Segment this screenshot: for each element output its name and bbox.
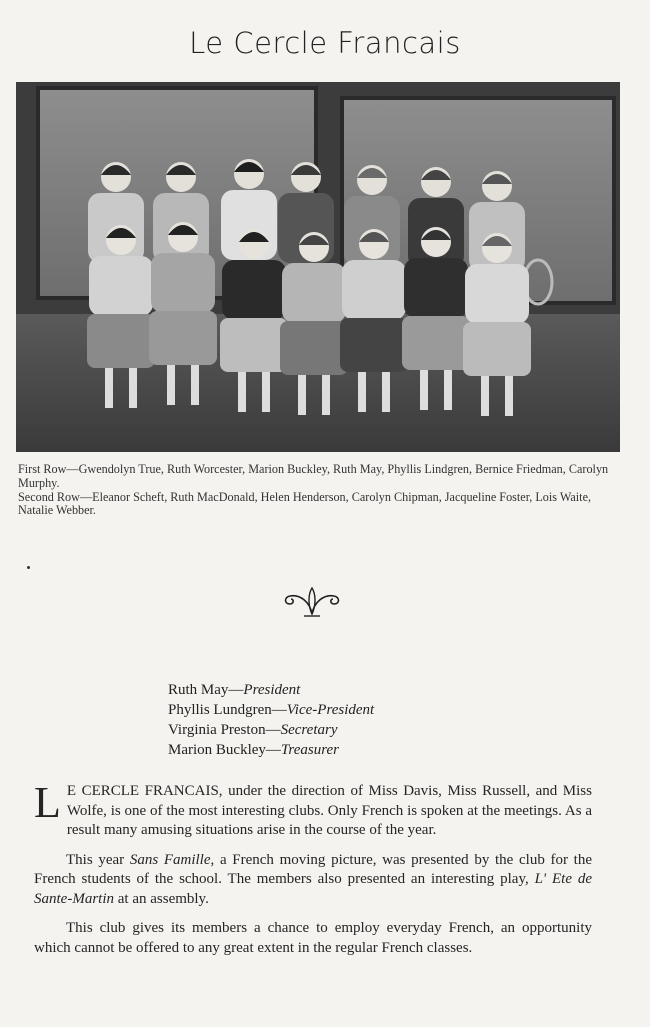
caption-second-row: Second Row—Eleanor Scheft, Ruth MacDonald, Helen Henderson, Carolyn Chipman, Jacqueline Foster, Lois Waite, Natalie Webber. [18,489,592,518]
group-photo [16,82,620,452]
group-photo-icon [16,82,620,452]
paragraph-1: L E CERCLE FRANCAIS, under the direction of Miss Davis, Miss Russell, and Miss Wolfe, is one of the most interesting clubs. Only French is spoken at the meetings. As a result many amusing situations arise in the course of the year. [34,778,592,838]
paragraph-2: This year Sans Famille, a French moving picture, was presented by the club for the French students of the school. The members also presented an interesting play, L' Ete de Sante-Martin at an assembly. [34,851,593,907]
officer-row: Ruth May—President [168,682,301,698]
page-title: Le Cercle Francais [189,26,461,60]
officers-list [168,680,374,760]
officer-row: Virginia Preston—Secretary [168,722,338,738]
photo-caption [18,463,618,518]
caption-first-row: First Row—Gwendolyn True, Ruth Worcester, Marion Buckley, Ruth May, Phyllis Lindgren, Bernice Friedman, Carolyn Murphy. [18,462,609,490]
ornament-icon [280,584,344,620]
paragraph-3: This club gives its members a chance to employ everyday French, an opportunity which cannot be offered to any great extent in the regular French classes. [34,920,592,956]
print-speck [27,566,30,569]
officer-row: Phyllis Lundgren—Vice-President [168,702,375,718]
drop-cap: L [34,778,61,827]
article-body [34,778,593,968]
officer-row: Marion Buckley—Treasurer [168,742,339,758]
